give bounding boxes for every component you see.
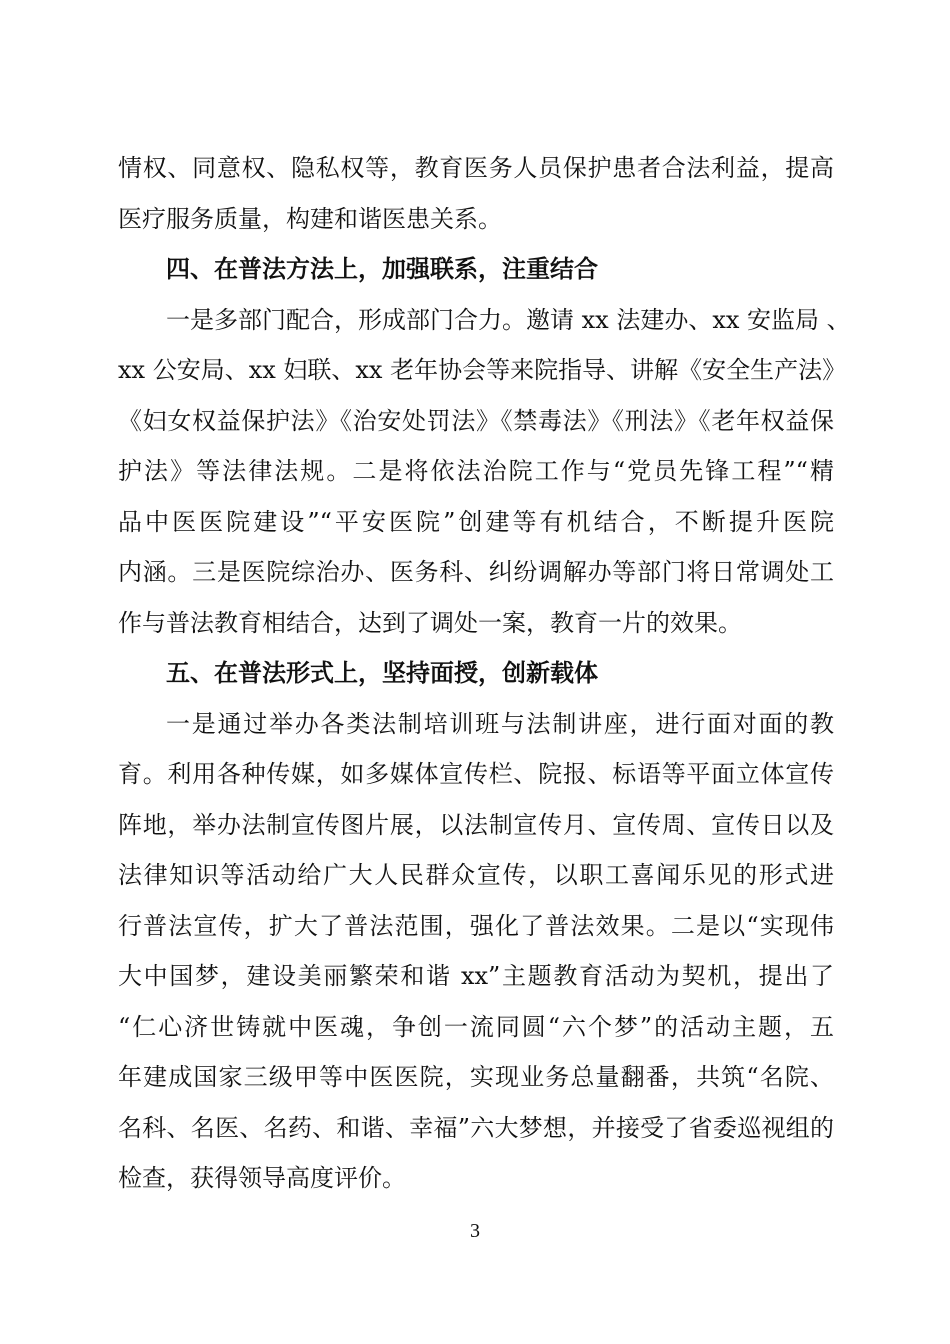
paragraph-line: 《妇女权益保护法》《治安处罚法》《禁毒法》《刑法》《老年权益保 bbox=[118, 406, 834, 435]
section-heading: 四、在普法方法上，加强联系，注重结合 bbox=[166, 255, 598, 283]
paragraph-line: 一是通过举办各类法制培训班与法制讲座，进行面对面的教 bbox=[166, 709, 834, 738]
paragraph-line: 法律知识等活动给广大人民群众宣传，以职工喜闻乐见的形式进 bbox=[118, 861, 834, 889]
paragraph-line: 年建成国家三级甲等中医医院，实现业务总量翻番，共筑“名院、 bbox=[118, 1063, 834, 1091]
paragraph-line: 大中国梦，建设美丽繁荣和谐 xx”主题教育活动为契机，提出了 bbox=[118, 962, 834, 990]
paragraph-line: 医疗服务质量，构建和谐医患关系。 bbox=[118, 204, 502, 233]
paragraph-line: 情权、同意权、隐私权等，教育医务人员保护患者合法利益，提高 bbox=[118, 154, 834, 182]
paragraph-line: 阵地，举办法制宣传图片展，以法制宣传月、宣传周、宣传日以及 bbox=[118, 810, 834, 839]
paragraph-line: xx 公安局、xx 妇联、xx 老年协会等来院指导、讲解《安全生产法》 bbox=[118, 356, 847, 384]
paragraph-line: 护法》等法律法规。二是将依法治院工作与“党员先锋工程”“精 bbox=[118, 457, 834, 485]
body-text bbox=[118, 143, 851, 1204]
paragraph-line: 育。利用各种传媒，如多媒体宣传栏、院报、标语等平面立体宣传 bbox=[118, 760, 834, 788]
paragraph-line: 作与普法教育相结合，达到了调处一案，教育一片的效果。 bbox=[118, 608, 742, 637]
paragraph-line: 内涵。三是医院综治办、医务科、纠纷调解办等部门将日常调处工 bbox=[118, 558, 834, 586]
paragraph-line: 行普法宣传，扩大了普法范围，强化了普法效果。二是以“实现伟 bbox=[118, 911, 834, 940]
paragraph-line: 品中医医院建设”“平安医院”创建等有机结合，不断提升医院 bbox=[118, 507, 834, 536]
paragraph-line: 检查，获得领导高度评价。 bbox=[118, 1164, 406, 1192]
paragraph-line: 一是多部门配合，形成部门合力。邀请 xx 法建办、xx 安监局 、 bbox=[166, 305, 851, 334]
page-number: 3 bbox=[470, 1220, 480, 1242]
section-heading: 五、在普法形式上，坚持面授，创新载体 bbox=[166, 659, 598, 687]
paragraph-line: “仁心济世铸就中医魂，争创一流同圆“六个梦”的活动主题，五 bbox=[118, 1012, 834, 1041]
paragraph-line: 名科、名医、名药、和谐、幸福”六大梦想，并接受了省委巡视组的 bbox=[118, 1113, 834, 1142]
